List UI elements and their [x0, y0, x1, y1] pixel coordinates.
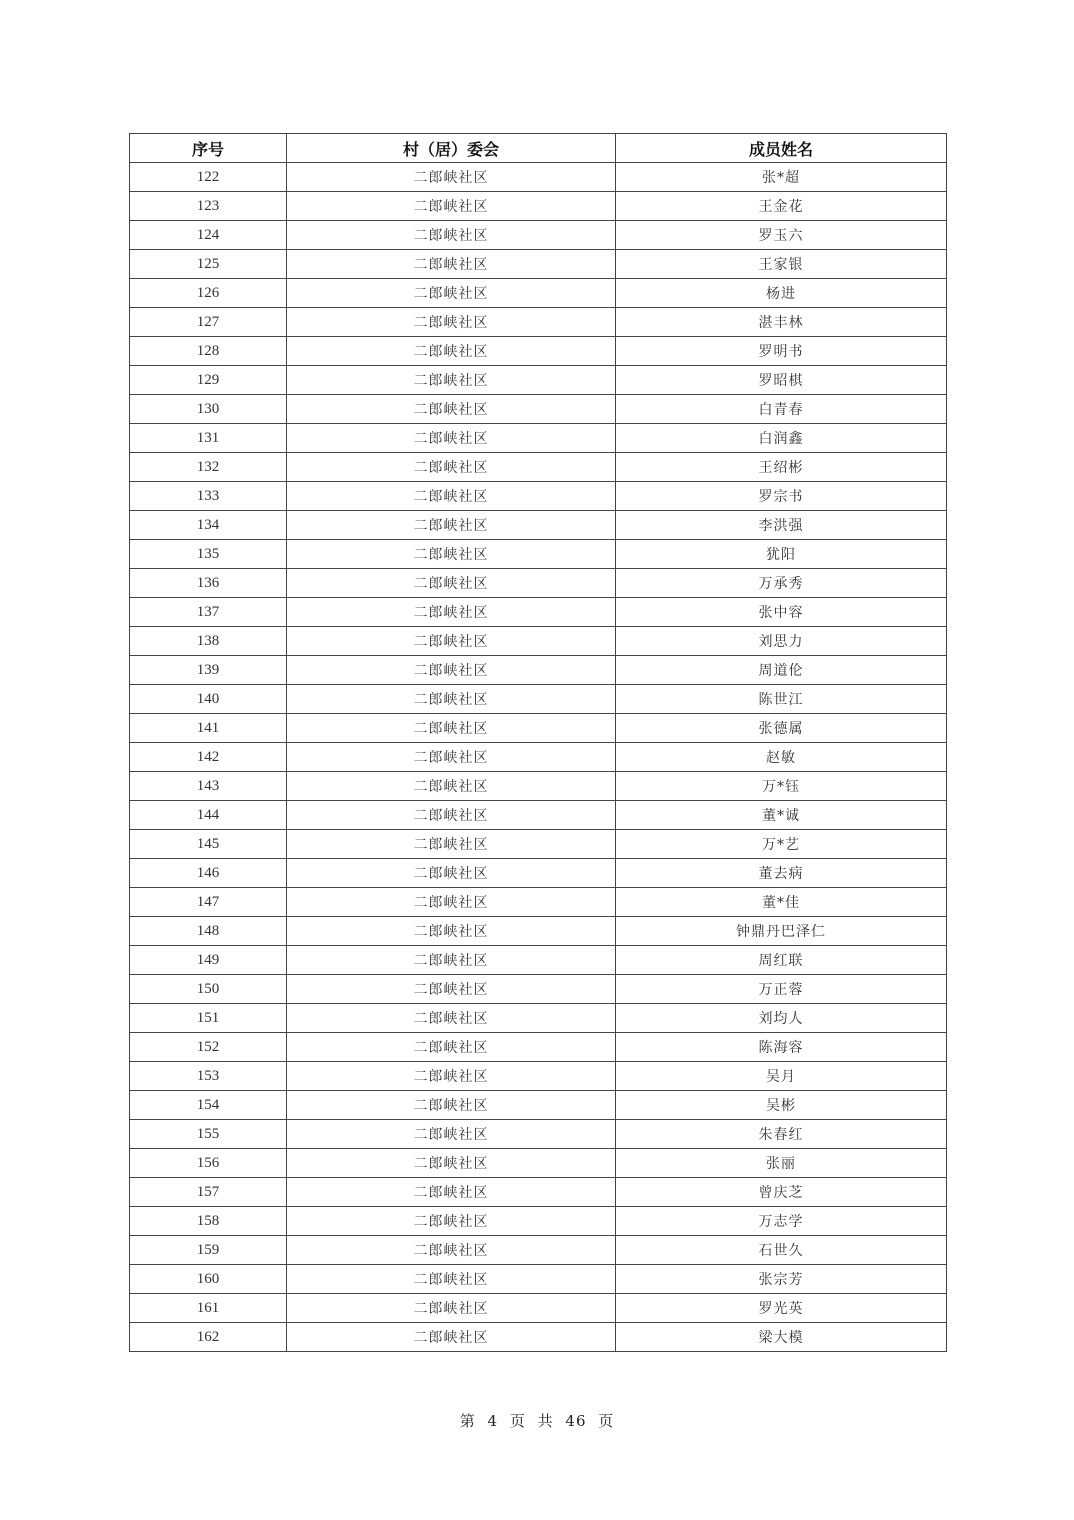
table-row — [130, 569, 947, 598]
cell-member-name: 董*诚 — [616, 801, 947, 830]
cell-index: 145 — [130, 830, 287, 859]
cell-committee: 二郎峡社区 — [287, 685, 616, 714]
cell-index: 128 — [130, 337, 287, 366]
table-row — [130, 1265, 947, 1294]
table-row — [130, 424, 947, 453]
cell-index: 152 — [130, 1033, 287, 1062]
cell-member-name: 赵敏 — [616, 743, 947, 772]
table-row — [130, 308, 947, 337]
table-row — [130, 685, 947, 714]
cell-committee: 二郎峡社区 — [287, 1033, 616, 1062]
table-row — [130, 1149, 947, 1178]
cell-index: 134 — [130, 511, 287, 540]
cell-index: 125 — [130, 250, 287, 279]
cell-committee: 二郎峡社区 — [287, 801, 616, 830]
cell-index: 122 — [130, 163, 287, 192]
table-row — [130, 627, 947, 656]
cell-index: 159 — [130, 1236, 287, 1265]
cell-index: 157 — [130, 1178, 287, 1207]
cell-committee: 二郎峡社区 — [287, 279, 616, 308]
table-row — [130, 1294, 947, 1323]
cell-member-name: 犹阳 — [616, 540, 947, 569]
cell-member-name: 石世久 — [616, 1236, 947, 1265]
table-row — [130, 1004, 947, 1033]
cell-index: 154 — [130, 1091, 287, 1120]
table-row — [130, 946, 947, 975]
table-row — [130, 888, 947, 917]
cell-member-name: 张*超 — [616, 163, 947, 192]
cell-index: 156 — [130, 1149, 287, 1178]
roster-table — [129, 133, 947, 1352]
cell-committee: 二郎峡社区 — [287, 569, 616, 598]
cell-index: 144 — [130, 801, 287, 830]
table-row — [130, 395, 947, 424]
table-row — [130, 453, 947, 482]
table-row — [130, 743, 947, 772]
cell-member-name: 王金花 — [616, 192, 947, 221]
table-row — [130, 192, 947, 221]
cell-index: 131 — [130, 424, 287, 453]
cell-member-name: 张宗芳 — [616, 1265, 947, 1294]
cell-member-name: 刘思力 — [616, 627, 947, 656]
header-member-name: 成员姓名 — [616, 134, 947, 163]
cell-committee: 二郎峡社区 — [287, 1149, 616, 1178]
cell-index: 153 — [130, 1062, 287, 1091]
cell-index: 129 — [130, 366, 287, 395]
table-row — [130, 1236, 947, 1265]
cell-index: 135 — [130, 540, 287, 569]
table-row — [130, 279, 947, 308]
cell-committee: 二郎峡社区 — [287, 221, 616, 250]
cell-committee: 二郎峡社区 — [287, 859, 616, 888]
cell-committee: 二郎峡社区 — [287, 598, 616, 627]
table-row — [130, 656, 947, 685]
cell-index: 126 — [130, 279, 287, 308]
cell-committee: 二郎峡社区 — [287, 1091, 616, 1120]
footer-total-pages: 46 — [565, 1412, 587, 1430]
cell-member-name: 王家银 — [616, 250, 947, 279]
cell-member-name: 周红联 — [616, 946, 947, 975]
cell-member-name: 陈世江 — [616, 685, 947, 714]
table-row — [130, 511, 947, 540]
cell-committee: 二郎峡社区 — [287, 772, 616, 801]
cell-member-name: 罗明书 — [616, 337, 947, 366]
cell-member-name: 曾庆芝 — [616, 1178, 947, 1207]
cell-index: 143 — [130, 772, 287, 801]
cell-committee: 二郎峡社区 — [287, 627, 616, 656]
cell-index: 149 — [130, 946, 287, 975]
cell-member-name: 吴月 — [616, 1062, 947, 1091]
cell-member-name: 万志学 — [616, 1207, 947, 1236]
header-committee: 村（居）委会 — [287, 134, 616, 163]
cell-member-name: 湛丰林 — [616, 308, 947, 337]
cell-committee: 二郎峡社区 — [287, 366, 616, 395]
cell-index: 124 — [130, 221, 287, 250]
footer-page-word: 页 — [509, 1412, 526, 1430]
table-row — [130, 1120, 947, 1149]
cell-member-name: 张丽 — [616, 1149, 947, 1178]
cell-committee: 二郎峡社区 — [287, 1265, 616, 1294]
cell-index: 142 — [130, 743, 287, 772]
cell-index: 137 — [130, 598, 287, 627]
table-row — [130, 1178, 947, 1207]
cell-committee: 二郎峡社区 — [287, 830, 616, 859]
table-row — [130, 830, 947, 859]
cell-index: 148 — [130, 917, 287, 946]
table-row — [130, 975, 947, 1004]
cell-member-name: 张德属 — [616, 714, 947, 743]
cell-member-name: 罗光英 — [616, 1294, 947, 1323]
cell-index: 150 — [130, 975, 287, 1004]
table-row — [130, 366, 947, 395]
cell-member-name: 钟鼎丹巴泽仁 — [616, 917, 947, 946]
cell-committee: 二郎峡社区 — [287, 743, 616, 772]
cell-member-name: 李洪强 — [616, 511, 947, 540]
table-row — [130, 221, 947, 250]
cell-index: 146 — [130, 859, 287, 888]
cell-index: 136 — [130, 569, 287, 598]
cell-member-name: 梁大模 — [616, 1323, 947, 1352]
table-row — [130, 163, 947, 192]
cell-member-name: 董去病 — [616, 859, 947, 888]
cell-member-name: 万*艺 — [616, 830, 947, 859]
cell-committee: 二郎峡社区 — [287, 1062, 616, 1091]
cell-index: 162 — [130, 1323, 287, 1352]
cell-committee: 二郎峡社区 — [287, 424, 616, 453]
table-row — [130, 772, 947, 801]
cell-index: 155 — [130, 1120, 287, 1149]
cell-member-name: 陈海容 — [616, 1033, 947, 1062]
cell-committee: 二郎峡社区 — [287, 250, 616, 279]
cell-committee: 二郎峡社区 — [287, 308, 616, 337]
cell-committee: 二郎峡社区 — [287, 453, 616, 482]
table-row — [130, 1323, 947, 1352]
cell-committee: 二郎峡社区 — [287, 1004, 616, 1033]
cell-index: 133 — [130, 482, 287, 511]
cell-member-name: 王绍彬 — [616, 453, 947, 482]
cell-committee: 二郎峡社区 — [287, 1207, 616, 1236]
cell-committee: 二郎峡社区 — [287, 511, 616, 540]
cell-committee: 二郎峡社区 — [287, 1294, 616, 1323]
cell-index: 130 — [130, 395, 287, 424]
cell-member-name: 董*佳 — [616, 888, 947, 917]
cell-member-name: 吴彬 — [616, 1091, 947, 1120]
cell-index: 140 — [130, 685, 287, 714]
cell-member-name: 杨进 — [616, 279, 947, 308]
cell-committee: 二郎峡社区 — [287, 975, 616, 1004]
cell-index: 141 — [130, 714, 287, 743]
cell-committee: 二郎峡社区 — [287, 192, 616, 221]
cell-committee: 二郎峡社区 — [287, 337, 616, 366]
page-footer — [0, 1410, 1074, 1431]
cell-committee: 二郎峡社区 — [287, 482, 616, 511]
table-row — [130, 1091, 947, 1120]
table-body — [130, 163, 947, 1352]
cell-committee: 二郎峡社区 — [287, 1120, 616, 1149]
cell-index: 151 — [130, 1004, 287, 1033]
cell-index: 127 — [130, 308, 287, 337]
footer-suffix: 页 — [598, 1412, 615, 1430]
cell-index: 139 — [130, 656, 287, 685]
cell-committee: 二郎峡社区 — [287, 656, 616, 685]
cell-committee: 二郎峡社区 — [287, 1178, 616, 1207]
cell-index: 147 — [130, 888, 287, 917]
cell-member-name: 周道伦 — [616, 656, 947, 685]
cell-committee: 二郎峡社区 — [287, 714, 616, 743]
cell-index: 132 — [130, 453, 287, 482]
table-row — [130, 801, 947, 830]
cell-member-name: 罗玉六 — [616, 221, 947, 250]
cell-committee: 二郎峡社区 — [287, 1236, 616, 1265]
cell-member-name: 万承秀 — [616, 569, 947, 598]
cell-index: 138 — [130, 627, 287, 656]
footer-current-page: 4 — [487, 1412, 499, 1430]
cell-member-name: 张中容 — [616, 598, 947, 627]
footer-total-word: 共 — [537, 1412, 554, 1430]
table-row — [130, 598, 947, 627]
cell-member-name: 罗宗书 — [616, 482, 947, 511]
cell-member-name: 万正蓉 — [616, 975, 947, 1004]
cell-member-name: 白青春 — [616, 395, 947, 424]
cell-index: 161 — [130, 1294, 287, 1323]
cell-member-name: 白润鑫 — [616, 424, 947, 453]
table-row — [130, 250, 947, 279]
header-index: 序号 — [130, 134, 287, 163]
cell-member-name: 罗昭棋 — [616, 366, 947, 395]
footer-prefix: 第 — [459, 1412, 476, 1430]
table-row — [130, 540, 947, 569]
table-row — [130, 859, 947, 888]
table-header-row — [130, 134, 947, 163]
cell-index: 160 — [130, 1265, 287, 1294]
cell-member-name: 万*钰 — [616, 772, 947, 801]
table-row — [130, 482, 947, 511]
cell-committee: 二郎峡社区 — [287, 163, 616, 192]
cell-committee: 二郎峡社区 — [287, 946, 616, 975]
cell-committee: 二郎峡社区 — [287, 1323, 616, 1352]
table-row — [130, 337, 947, 366]
cell-committee: 二郎峡社区 — [287, 540, 616, 569]
table-row — [130, 1033, 947, 1062]
table-row — [130, 714, 947, 743]
table-row — [130, 917, 947, 946]
cell-committee: 二郎峡社区 — [287, 888, 616, 917]
table-row — [130, 1062, 947, 1091]
table-row — [130, 1207, 947, 1236]
cell-index: 123 — [130, 192, 287, 221]
cell-committee: 二郎峡社区 — [287, 917, 616, 946]
cell-committee: 二郎峡社区 — [287, 395, 616, 424]
cell-member-name: 刘均人 — [616, 1004, 947, 1033]
cell-index: 158 — [130, 1207, 287, 1236]
cell-member-name: 朱春红 — [616, 1120, 947, 1149]
